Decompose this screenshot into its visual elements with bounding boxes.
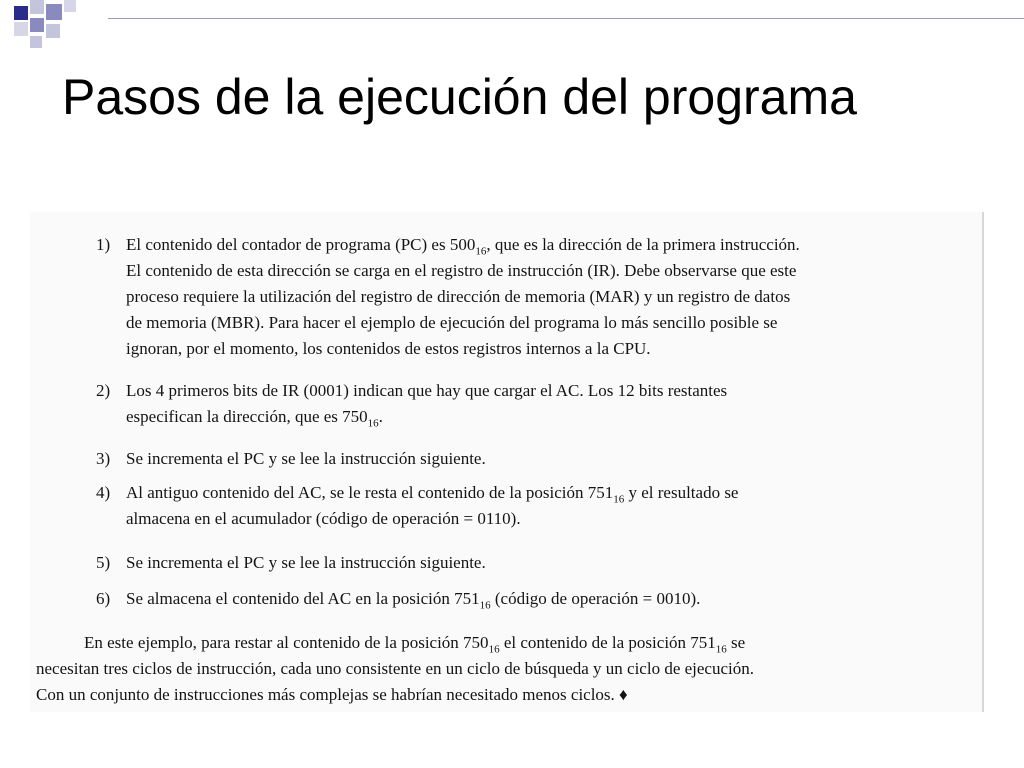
step-item bbox=[96, 480, 972, 532]
text-line bbox=[126, 310, 972, 336]
step-item bbox=[96, 446, 972, 472]
text-segment: ignoran, por el momento, los contenidos de estos registros internos a la CPU. bbox=[126, 339, 651, 358]
text-segment: proceso requiere la utilización del registro de dirección de memoria (MAR) y un registro de datos bbox=[126, 287, 791, 306]
text-segment: Se almacena el contenido del AC en la posición 751 bbox=[126, 589, 480, 608]
step-item bbox=[96, 550, 972, 576]
scanned-text-image bbox=[30, 212, 984, 712]
text-segment: (código de operación = 0010). bbox=[490, 589, 701, 608]
text-segment: . bbox=[378, 407, 383, 426]
text-line bbox=[36, 656, 972, 682]
step-text bbox=[126, 378, 972, 430]
text-segment: Se incrementa el PC y se lee la instrucción siguiente. bbox=[126, 449, 486, 468]
text-line bbox=[126, 480, 972, 506]
subscript: 16 bbox=[479, 599, 491, 612]
text-segment: En este ejemplo, para restar al contenido de la posición 750 bbox=[84, 633, 489, 652]
conclusion-paragraph bbox=[36, 630, 972, 708]
step-item bbox=[96, 586, 972, 612]
step-number: 4) bbox=[96, 483, 111, 502]
slide-title: Pasos de la ejecución del programa bbox=[62, 69, 857, 125]
step-item bbox=[96, 232, 972, 362]
text-line bbox=[126, 258, 972, 284]
text-segment: El contenido de esta dirección se carga en el registro de instrucción (IR). Debe observarse que este bbox=[126, 261, 797, 280]
step-number: 2) bbox=[96, 381, 111, 400]
text-line bbox=[126, 404, 972, 430]
decor-square bbox=[14, 22, 28, 36]
decor-square bbox=[30, 36, 42, 48]
decorative-squares-banner bbox=[0, 0, 1024, 60]
step-text bbox=[126, 550, 972, 576]
text-segment: y el resultado se bbox=[624, 483, 739, 502]
text-segment: necesitan tres ciclos de instrucción, cada uno consistente en un ciclo de búsqueda y un ciclo de ejecución. bbox=[36, 659, 754, 678]
text-segment: el contenido de la posición 751 bbox=[499, 633, 716, 652]
text-line bbox=[126, 506, 972, 532]
text-segment: especifican la dirección, que es 750 bbox=[126, 407, 368, 426]
header-rule bbox=[108, 18, 1024, 19]
decor-square bbox=[46, 24, 60, 38]
text-segment: se bbox=[726, 633, 746, 652]
subscript: 16 bbox=[475, 245, 487, 258]
text-segment: almacena en el acumulador (código de operación = 0110). bbox=[126, 509, 521, 528]
text-line bbox=[126, 284, 972, 310]
text-segment: Con un conjunto de instrucciones más complejas se habrían necesitado menos ciclos. ♦ bbox=[36, 685, 628, 704]
text-line bbox=[126, 232, 972, 258]
step-number: 3) bbox=[96, 449, 111, 468]
decor-square bbox=[30, 18, 44, 32]
text-segment: Los 4 primeros bits de IR (0001) indican que hay que cargar el AC. Los 12 bits restantes bbox=[126, 381, 728, 400]
text-line bbox=[126, 586, 972, 612]
text-line bbox=[126, 446, 972, 472]
step-text bbox=[126, 232, 972, 362]
text-segment: , que es la dirección de la primera instrucción. bbox=[486, 235, 800, 254]
subscript: 16 bbox=[367, 417, 379, 430]
text-segment: Al antiguo contenido del AC, se le resta el contenido de la posición 751 bbox=[126, 483, 614, 502]
text-segment: El contenido del contador de programa (PC) es 500 bbox=[126, 235, 476, 254]
text-line bbox=[126, 378, 972, 404]
step-number: 1) bbox=[96, 235, 111, 254]
text-line bbox=[36, 682, 972, 708]
text-line bbox=[36, 630, 972, 656]
decor-square bbox=[64, 0, 76, 12]
decor-square bbox=[46, 4, 62, 20]
step-text bbox=[126, 446, 972, 472]
subscript: 16 bbox=[488, 643, 500, 656]
text-segment: Se incrementa el PC y se lee la instrucción siguiente. bbox=[126, 553, 486, 572]
text-segment: de memoria (MBR). Para hacer el ejemplo de ejecución del programa lo más sencillo posible se bbox=[126, 313, 778, 332]
subscript: 16 bbox=[613, 493, 625, 506]
step-text bbox=[126, 480, 972, 532]
decor-square bbox=[14, 6, 28, 20]
subscript: 16 bbox=[715, 643, 727, 656]
text-line bbox=[126, 550, 972, 576]
step-text bbox=[126, 586, 972, 612]
step-number: 6) bbox=[96, 589, 111, 608]
decor-square bbox=[30, 0, 44, 14]
step-number: 5) bbox=[96, 553, 111, 572]
step-item bbox=[96, 378, 972, 430]
text-line bbox=[126, 336, 972, 362]
